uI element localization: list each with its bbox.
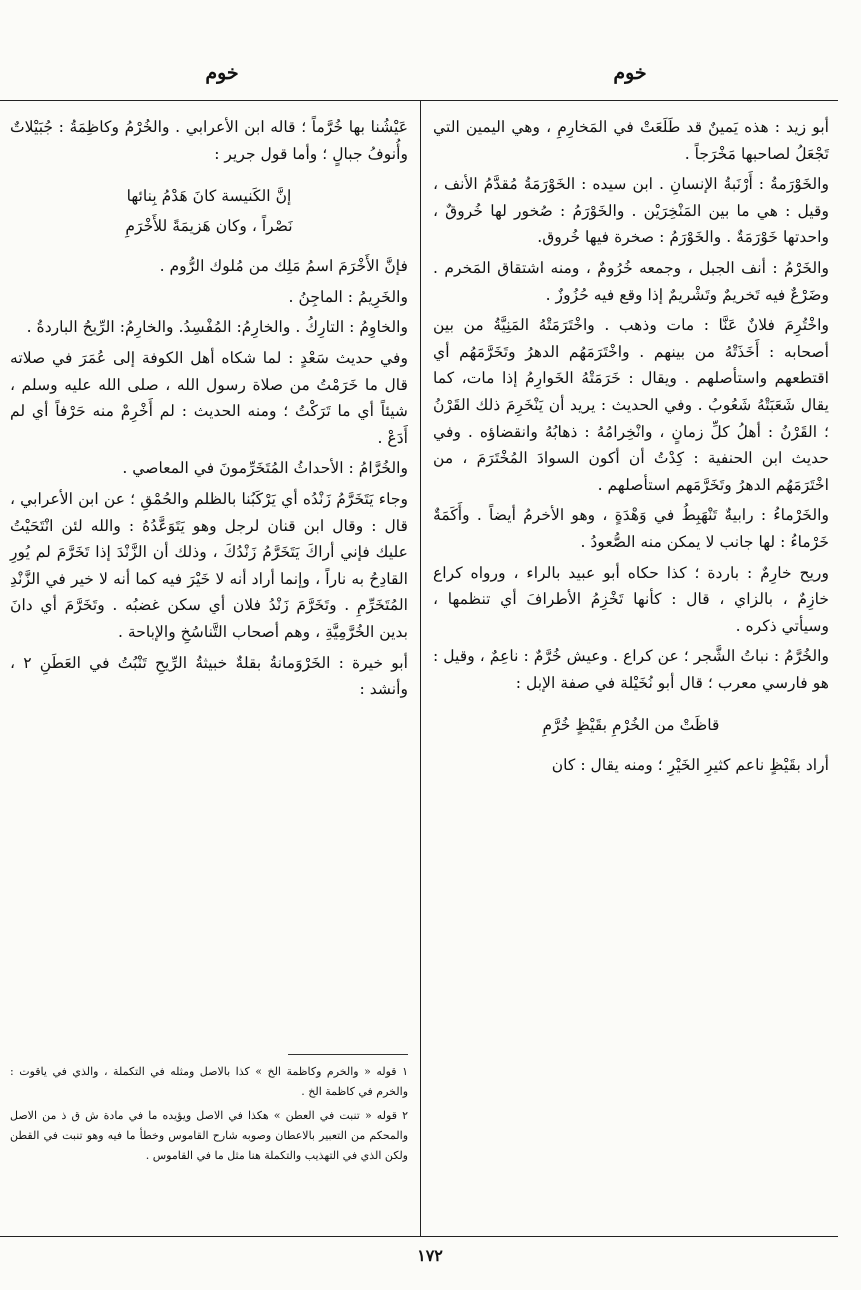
poem-line: إنَّ الكَنيسة كانَ هَدْمُ بِنائها [126,187,292,206]
paragraph: أبو زيد : هذه يَمينٌ قد طَلَعَتْ في المَخارِمِ ، وهي اليمين التي تَجْعَلُ لصاحبها مَخْرَجاً . [433,118,829,163]
poem-line: قاظَتْ من الخُرْمِ بقَيْظٍ خُرَّمِ [542,716,720,735]
paragraph: فإنَّ الأَخْرَمَ اسمُ مَلِك من مُلوك الرُّوم . [159,257,408,276]
page-header-word-left: خوم [205,62,239,84]
paragraph: واخْتُرِمَ فلانٌ عَنَّا : مات وذهب . واخْتَرَمَتْهُ المَنِيَّةُ من بين أصحابه : أَخَذَتْهُ من بينهم . واخْتَرَمَهُم الدهرُ وتَخَرَّمَهُم أي اقتطعهم واستأصلهم . ويقال : خَرَمَتْهُ الخَوارِمُ إذا مات، كما يقال شَعَبَتْهُ شَعُوبُ . وفي الحديث : يريد أن يَنْخَرِمَ ذلك القَرْنُ ؛ القَرْنُ : أهلُ كلِّ زمانٍ ، وانْخِرامُهُ : ذهابُهُ وانقضاؤه . وفي حديث ابن الحنفية : كِدْتُ أن أكون السوادَ المُخْتَرَمَ ، من اخْتَرَمَهُم الدهرُ وتَخَرَّمَهم استأصلهم . [433,316,829,494]
footer-rule [0,1236,838,1237]
paragraph: والخُرَّمُ : نباتُ الشَّجر ؛ عن كراع . وعيش خُرَّمٌ : ناعِمٌ ، وقيل : هو فارسي معرب ؛ قال أبو نُخَيْلة في صفة الإبل : [433,647,829,692]
paragraph: والخُرَّامُ : الأحداثُ المُتَخَرِّمونَ في المعاصي . [122,459,408,478]
paragraph: وجاء يَتَخَرَّمُ زَنْدُه أي يَرْكَبُنا بالظلم والحُمْقِ ؛ عن ابن الأعرابي ، قال : وقال ابن قنان لرجل وهو يَتَوَعَّدُهُ : والله لئن انْتَحَيْتُ عليك فإني أراكَ يَتَخَرَّمُ زَنْدُكَ ، وذلك أن الزَّنْدَ إذا تَخَرَّمَ لم يُورِ القادِحُ به ناراً ، وإنما أراد أنه لا خَيْرَ فيه كما أنه لا خير في الزَّنْدِ المُتَخَرِّمِ . وتَخَرَّمَ زَنْدُ فلان أي سكن غضبُه . وتَخَرَّمَ أي دانَ بدين الخُرَّمِيَّةِ ، وهم أصحاب التَّناسُخِ والإباحة . [10,489,408,641]
paragraph: والخاوِمُ : التارِكُ . والخارِمُ: المُفْسِدُ. والخارِمُ: الرِّيحُ الباردةُ . [26,318,408,337]
paragraph: أراد بقَيْظٍ ناعم كثيرِ الخَيْرِ ؛ ومنه يقال : كان [551,756,829,775]
footnote: ٢ قوله « تنبت في العطن » هكذا في الاصل ويؤيده ما في مادة ش ق ذ من الاصل والمحكم من التعبير بالاعطان وصوبه شارح القاموس وخطأ ما فيه وهو تنبت في القطن ولكن الذي في التهذيب والتكملة هنا مثل ما في القاموس . [10,1109,408,1162]
footnotes [10,1062,408,1170]
poem-verse [433,710,829,740]
column-divider [420,100,421,1236]
header-rule [0,100,838,101]
page-header-word-right: خوم [613,62,647,84]
paragraph: والخَرِيمُ : الماجِنُ . [288,287,408,306]
poem-line: نَصْراً ، وكان هَزيمَةً للأَخْرَمِ [125,217,293,236]
poem-verse [10,181,408,241]
paragraph: والخَرْمُ : أنف الجبل ، وجمعه خُرُومٌ ، ومنه اشتقاق المَخرم . وضَرْعٌ فيه تَخريمٌ وتَشْريمٌ إذا وقع فيه حُزُوزٌ . [433,258,829,304]
footnote-separator [288,1054,408,1055]
page-number: ١٧٢ [417,1246,443,1265]
paragraph: والخَرْماءُ : رابيةٌ تَنْهَبِطُ في وَهْدَةٍ ، وهو الأخرمُ أيضاً . وأَكَمَةٌ خَرْماءُ : لها جانب لا يمكن منه الصُّعودُ . [433,506,829,551]
left-column [10,114,408,707]
paragraph: والخَوْرَمةُ : أَرْنَبةُ الإنسانِ . ابن سيده : الخَوْرَمَةُ مُقدَّمُ الأنف ، وقيل : هي ما بين المَنْخِرَيْن . والخَوْرَمُ : صُخور لها خُروقٌ ، واحدتها خَوْرَمَةٌ . والخَوْرَمُ : صخرة فيها خُروق. [433,175,829,247]
paragraph: وريح خارِمٌ : باردة ؛ كذا حكاه أبو عبيد بالراء ، ورواه كراع خازِمٌ ، بالزاي ، قال : كأنها تَخْزِمُ الأطرافَ أي تنظمها ، وسيأتي ذكره . [433,563,829,635]
paragraph: وفي حديث سَعْدٍ : لما شكاه أهل الكوفة إلى عُمَرَ في صلاته قال ما خَرَمْتُ من صلاة رسول الله ، صلى الله عليه وسلم ، شيئاً أي ما تَرَكْتُ ؛ ومنه الحديث : لم أَخْرِمْ منه حَرْفاً أي لم أَدَعْ . [10,348,408,447]
paragraph: عَيْشُنا بها خُرَّماً ؛ قاله ابن الأعرابي . والخُرْمُ وكاظِمَةُ : جُبَيْلاتٌ وأُنوفُ جبالٍ ؛ وأما قول جرير : [10,118,408,163]
right-column [433,114,829,783]
footnote: ١ قوله « والخرم وكاظمة الخ » كذا بالاصل ومثله في التكملة ، والذي في ياقوت : والخرم في كاظمة الخ . [10,1065,408,1098]
paragraph: أبو خيرة : الخَرْوَمانةُ بقلةٌ خبيثةُ الرِّيحِ تَنْبُتُ في العَطَنِ ٢ ، وأنشد : [10,653,408,699]
